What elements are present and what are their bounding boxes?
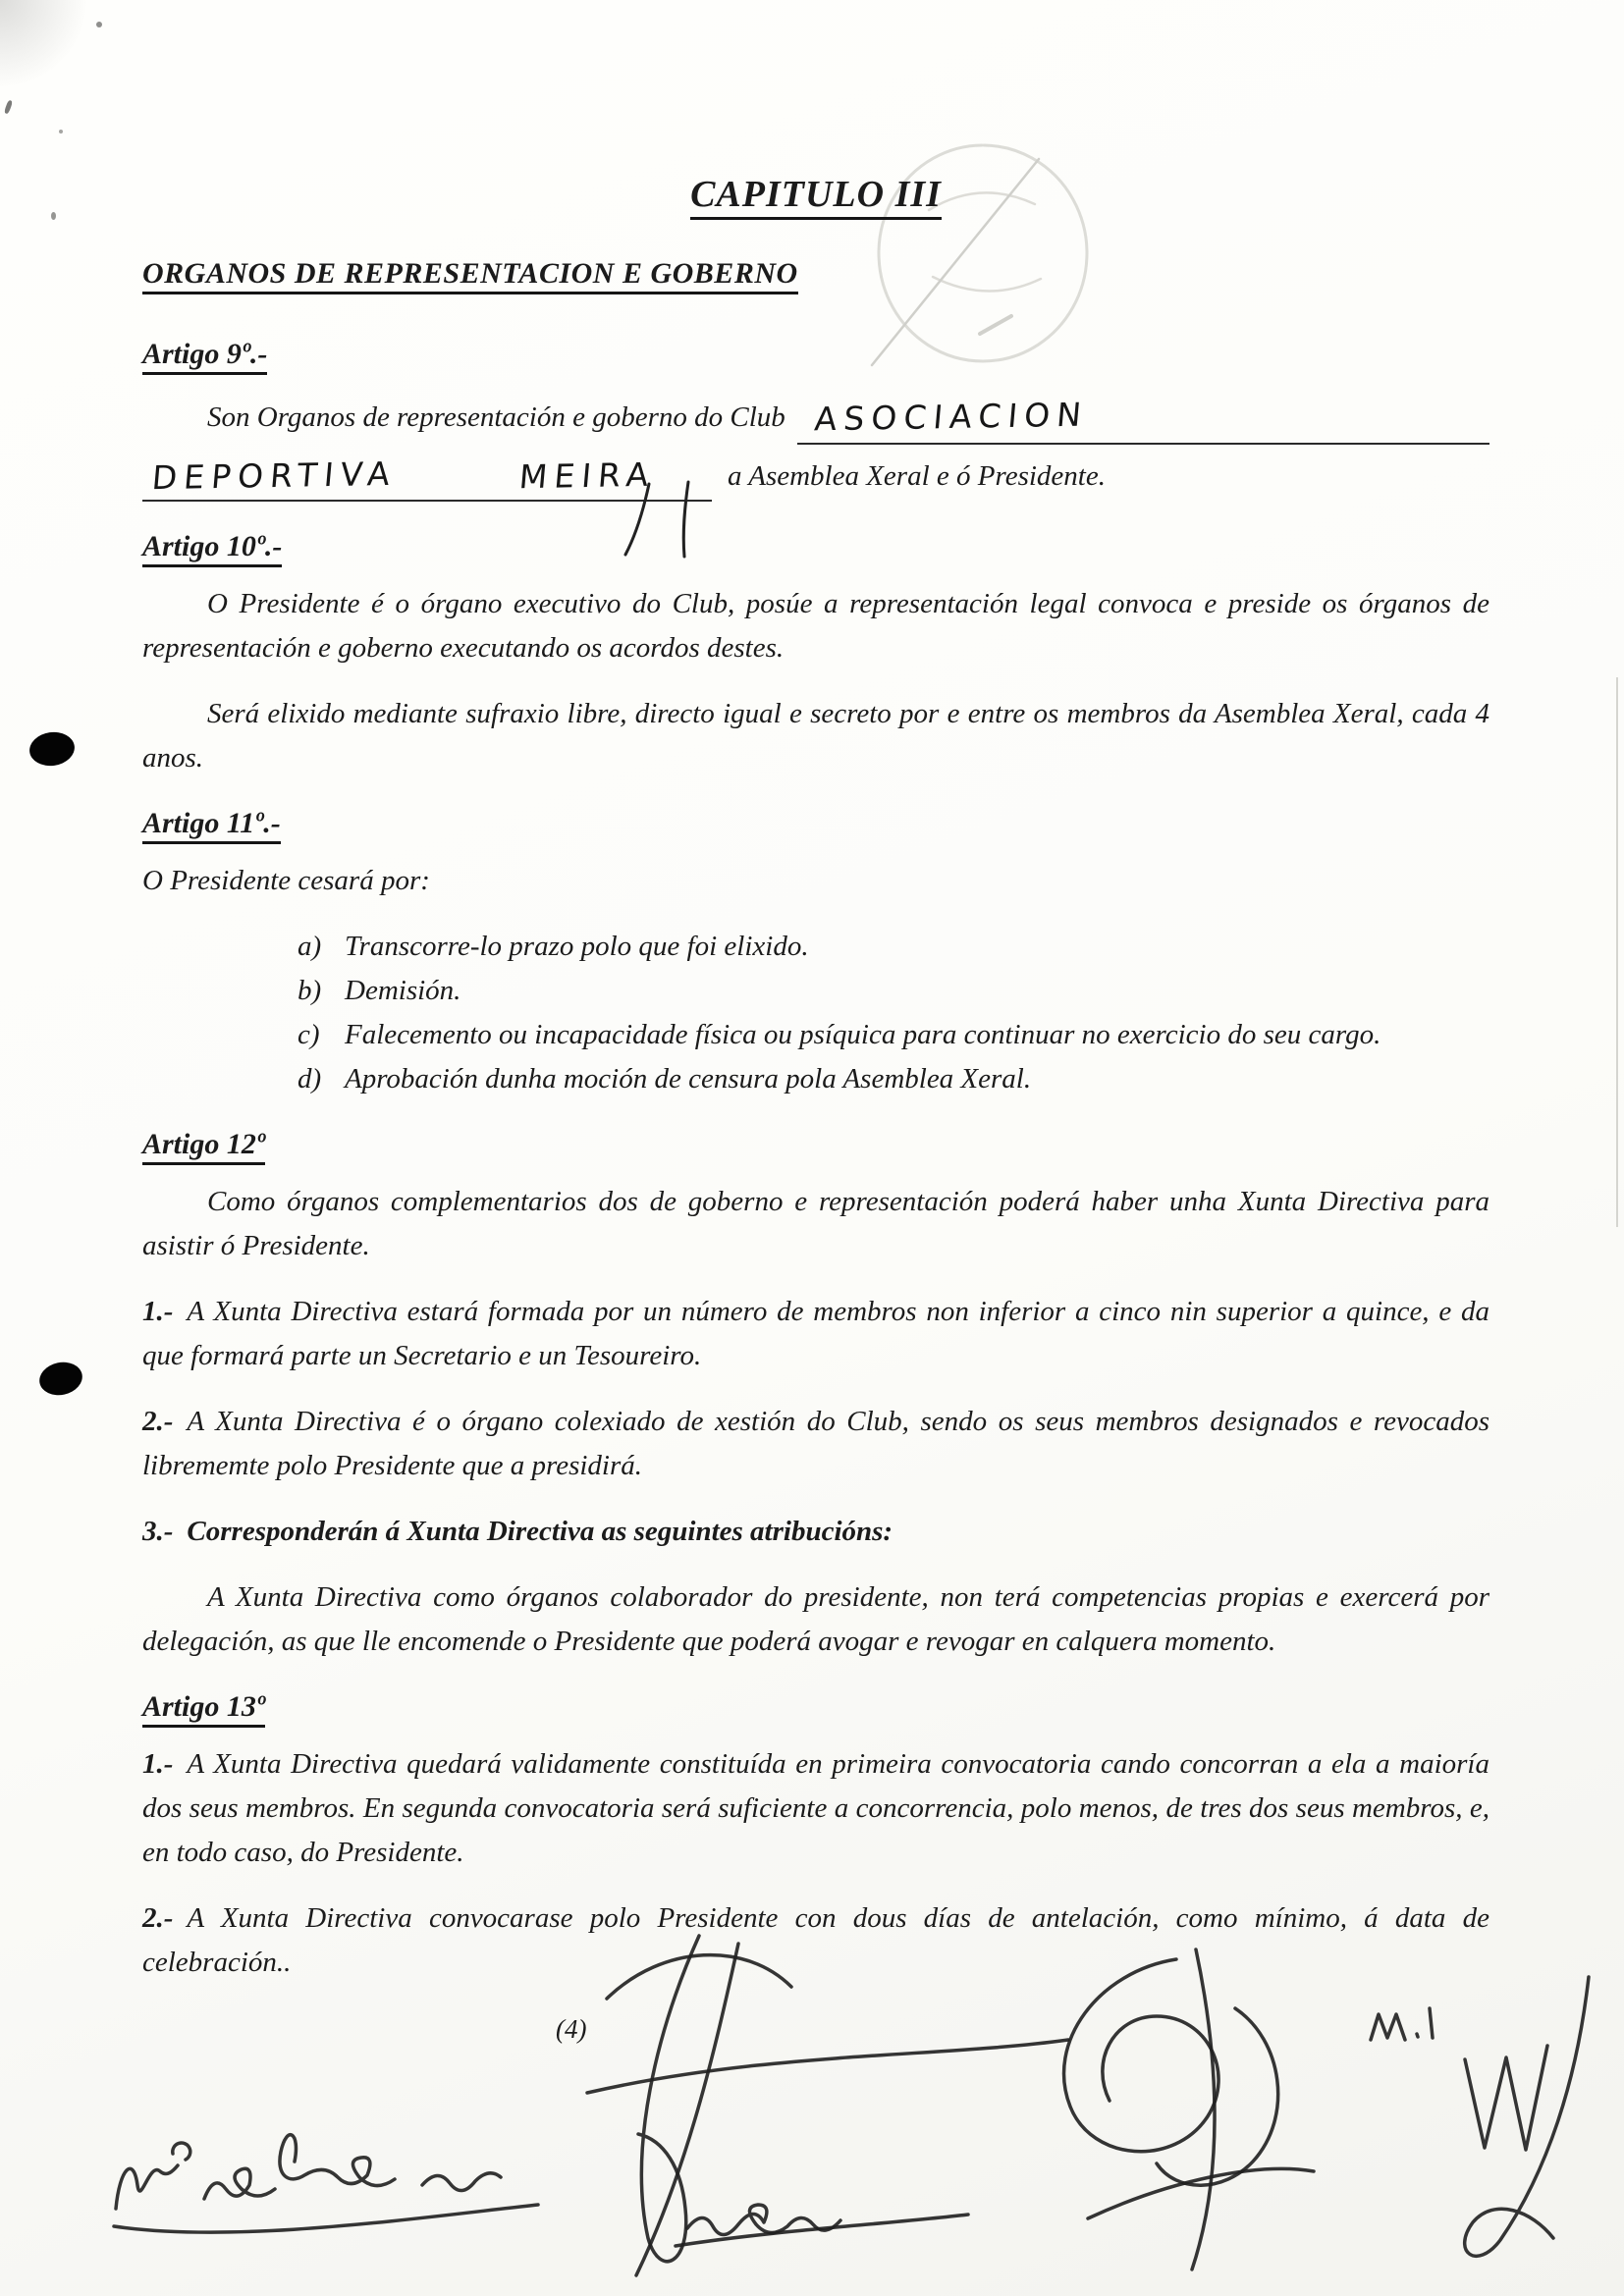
scan-speck [51,212,56,220]
article-heading [142,804,1489,843]
paragraph-text: Corresponderán á Xunta Directiva as seguintes atribucións: [187,1516,893,1547]
list-item [298,1057,1489,1101]
section-title [142,254,1489,294]
article-heading-text: Artigo 12º [142,1128,265,1165]
article-13 [142,1687,1489,1985]
paragraph-number: 1.- [142,1748,174,1780]
paragraph-number: 2.- [142,1406,174,1437]
list-marker: c) [298,1019,320,1050]
article-heading-text: Artigo 10º.- [142,530,282,567]
article-heading [142,335,1489,374]
list-item [298,1013,1489,1057]
paper-edge-shadow [1616,677,1618,1227]
list-item-text: Demisión. [345,975,461,1006]
ink-blot [27,729,77,769]
section-title-text: ORGANOS DE REPRESENTACION E GOBERNO [142,257,798,294]
article-9 [142,335,1489,502]
article-9-line-1 [142,390,1489,445]
printed-text: Son Organos de representación e goberno do Club [207,401,785,433]
numbered-paragraph [142,1400,1489,1488]
signature-left [114,2135,538,2232]
article-10 [142,527,1489,780]
article-heading-text: Artigo 13º [142,1690,265,1728]
chapter-title-text: CAPITULO III [690,174,942,220]
article-9-line-2 [142,449,1489,502]
club-name-blank [797,390,1489,445]
numbered-paragraph [142,1896,1489,1985]
paragraph-number: 1.- [142,1296,174,1327]
scan-speck [59,130,63,133]
cessation-list [298,925,1489,1101]
scan-speck [4,100,13,115]
paragraph-text: A Xunta Directiva estará formada por un número de membros non inferior a cinco nin superior a quince, e da que formará parte un Secretario e un Tesoureiro. [142,1296,1489,1371]
paragraph-number: 3.- [142,1516,174,1547]
paragraph: Como órganos complementarios dos de goberno e representación poderá haber unha Xunta Directiva para asistir ó Presidente. [142,1186,1489,1261]
signature-right [1371,1977,1589,2256]
club-name-handwritten: DEPORTIVA [150,454,399,498]
article-11 [142,804,1489,1101]
article-heading [142,1125,1489,1164]
ink-blot [36,1359,85,1399]
list-item [298,925,1489,969]
article-heading [142,1687,1489,1727]
paragraph: A Xunta Directiva como órganos colaborador do presidente, non terá competencias propias e exercerá por delegación, as que lle encomende o Presidente que poderá avogar e revogar en calquera momento. [142,1581,1489,1657]
club-name-handwritten: MEIRA [516,454,657,497]
list-item-text: Falecemento ou incapacidade física ou psíquica para continuar no exercicio do seu cargo. [345,1019,1381,1050]
paragraph-number: 2.- [142,1902,174,1934]
article-12 [142,1125,1489,1664]
document-body [142,172,1489,2006]
chapter-title [142,172,1489,217]
page-number: (4) [556,2014,587,2044]
paragraph: O Presidente é o órgano executivo do Club, posúe a representación legal convoca e preside os órganos de representación e goberno executando os acordos destes. [142,588,1489,664]
scan-speck [96,22,102,27]
paragraph: Será elixido mediante sufraxio libre, directo igual e secreto por e entre os membros da Asemblea Xeral, cada 4 anos. [142,698,1489,774]
article-heading-text: Artigo 9º.- [142,338,267,375]
paragraph-text: A Xunta Directiva convocarase polo Presidente con dous días de antelación, como mínimo, á data de celebración.. [142,1902,1489,1978]
pen-stroke [620,482,737,561]
article-heading [142,527,1489,566]
printed-text: a Asemblea Xeral e ó Presidente. [728,460,1106,492]
list-marker: a) [298,931,322,962]
list-item [298,969,1489,1013]
list-item-text: Aprobación dunha moción de censura pola Asemblea Xeral. [345,1063,1032,1095]
paragraph: O Presidente cesará por: [142,865,430,896]
paragraph-text: A Xunta Directiva é o órgano colexiado de xestión do Club, sendo os seus membros designados e revocados librememte polo Presidente que a presidirá. [142,1406,1489,1481]
numbered-paragraph [142,1742,1489,1875]
list-item-text: Transcorre-lo prazo polo que foi elixido. [345,931,809,962]
article-heading-text: Artigo 11º.- [142,807,281,844]
numbered-paragraph [142,1290,1489,1378]
club-name-blank [142,449,712,502]
paragraph-text: A Xunta Directiva quedará validamente constituída en primeira convocatoria cando concorran a ela a maioría dos seus membros. En segunda convocatoria será suficiente a concorrencia, polo menos, de tres dos seus membros, e, en todo caso, do Presidente. [142,1748,1489,1868]
list-marker: b) [298,975,322,1006]
numbered-paragraph [142,1510,1489,1554]
list-marker: d) [298,1063,322,1095]
club-name-handwritten: ASOCIACION [812,395,1090,439]
scan-corner-shadow [0,0,88,88]
